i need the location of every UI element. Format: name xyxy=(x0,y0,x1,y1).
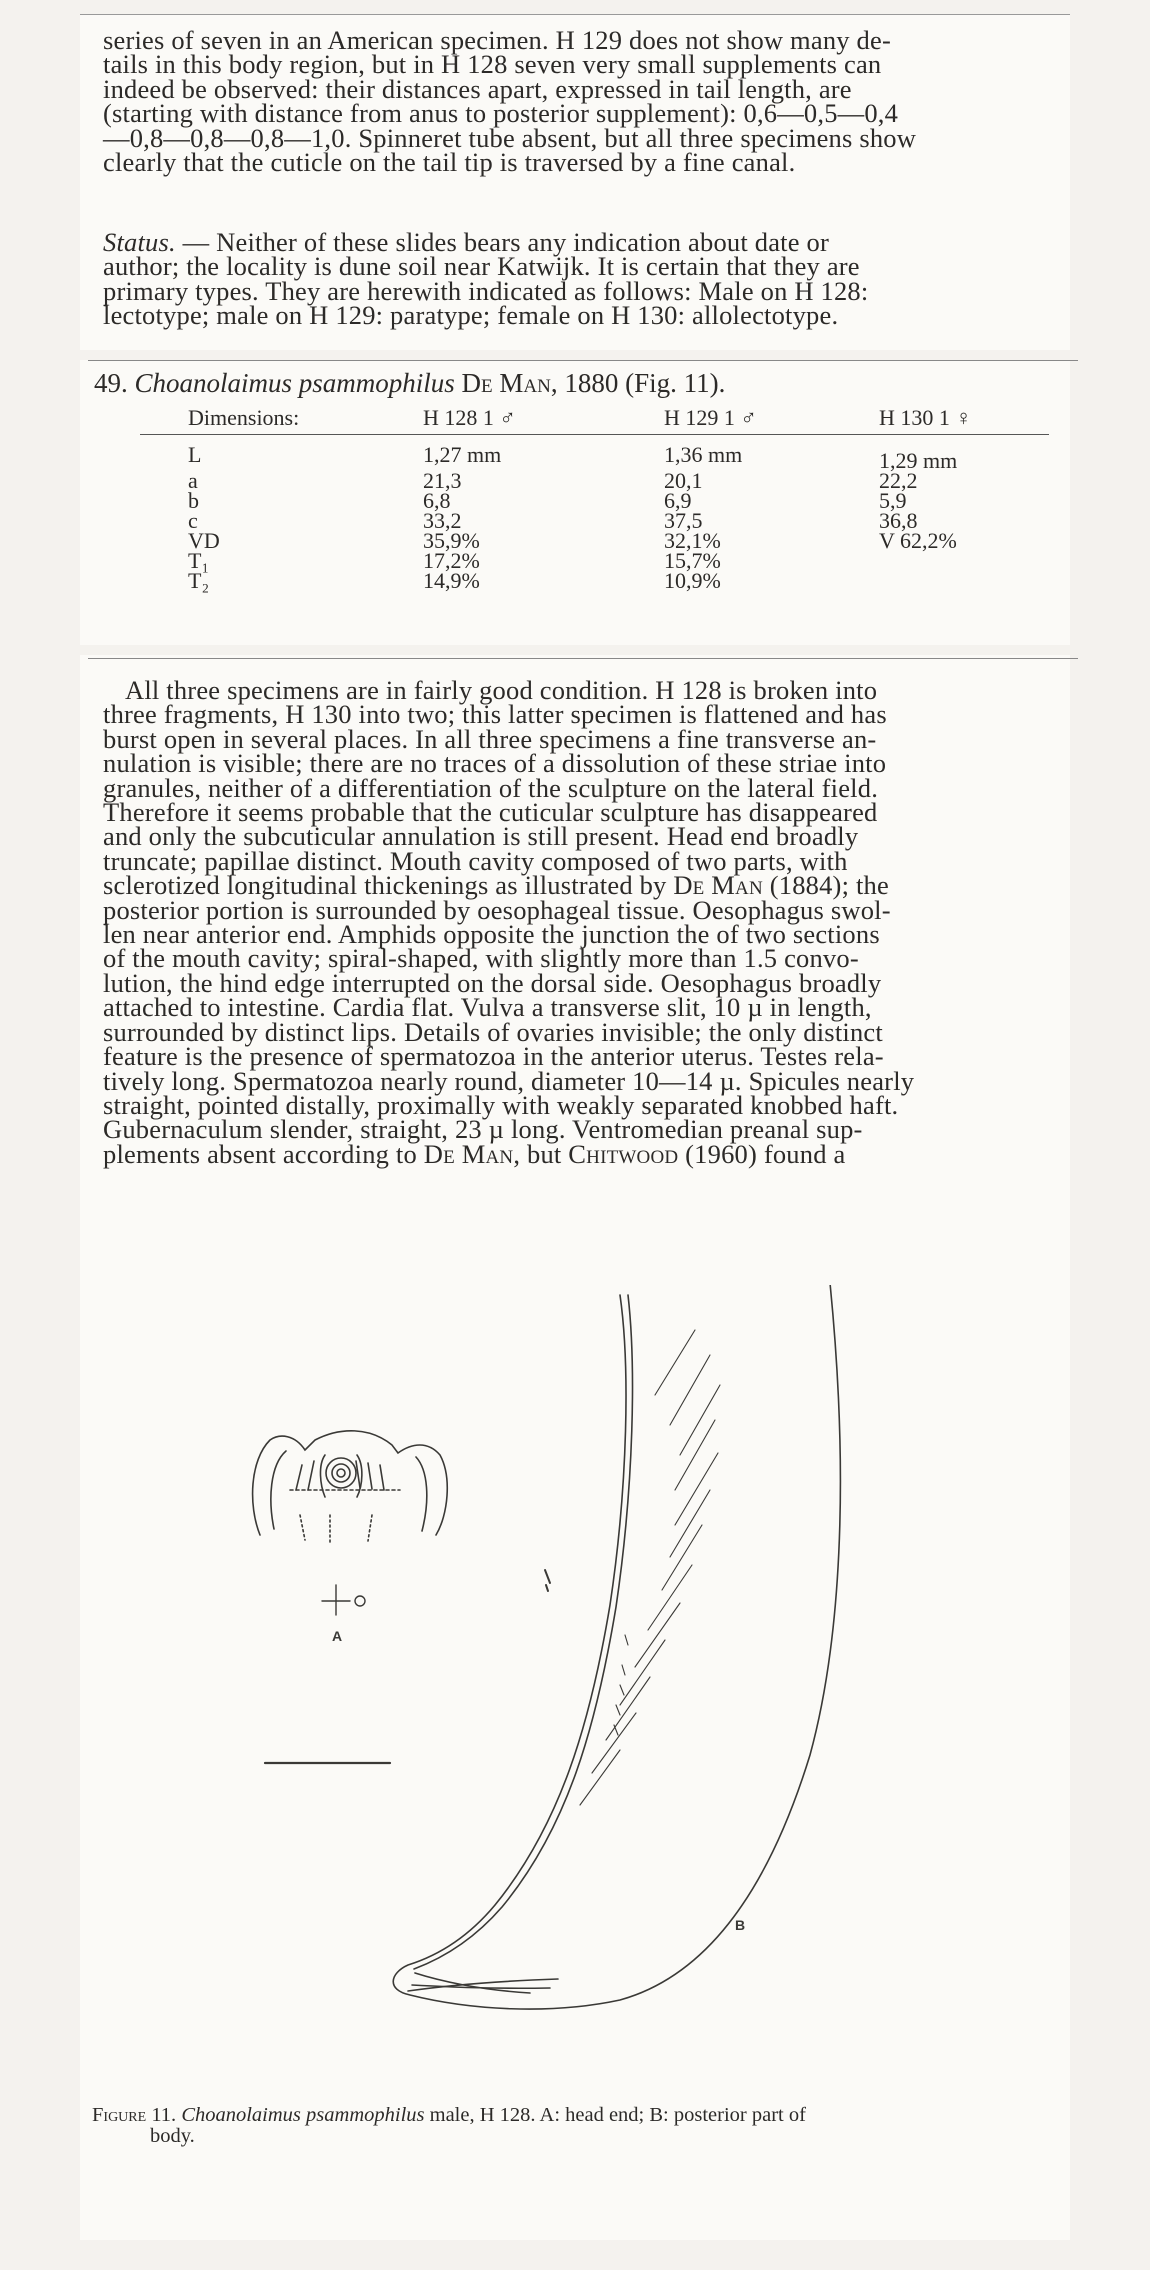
table-row xyxy=(140,571,1049,591)
text-fragment: — Neither of these slides bears any indication about date or xyxy=(175,227,829,257)
species-author: De Man xyxy=(461,368,551,398)
text-line: attached to intestine. Cardia flat. Vulva a transverse slit, 10 µ in length, xyxy=(103,992,872,1023)
table-cell: 36,8 xyxy=(879,508,918,533)
species-name: Choanolaimus psammophilus xyxy=(134,368,455,398)
table-cell: 1,36 mm xyxy=(664,442,743,467)
table-cell: V 62,2% xyxy=(879,528,957,553)
text-line: nulation is visible; there are no traces of a dissolution of these striae into xyxy=(103,748,887,779)
text-line: tails in this body region, but in H 128 seven very small supplements can xyxy=(103,49,882,80)
table-cell xyxy=(849,551,1049,571)
table-cell: L xyxy=(188,442,202,467)
text-line: plements absent according to De Man, but Chitwood (1960) found a xyxy=(103,1138,846,1169)
text-line: indeed be observed: their distances apart, expressed in tail length, are xyxy=(103,73,852,104)
table-cell: 1,29 mm xyxy=(879,448,958,473)
table-header-cell: H 128 1 ♂ xyxy=(333,408,608,435)
table-header-cell: H 129 1 ♂ xyxy=(608,408,849,435)
caption-text: male, H 128. A: head end; B: posterior part of xyxy=(424,2104,806,2126)
head-end-drawing xyxy=(253,1431,448,1615)
table-cell: 6,9 xyxy=(664,488,692,513)
text-line: burst open in several places. In all three specimens a fine transverse an- xyxy=(103,723,877,754)
table-cell: b xyxy=(188,488,199,513)
table-cell: 5,9 xyxy=(879,488,907,513)
text-line: Therefore it seems probable that the cuticular sculpture has disappeared xyxy=(103,797,878,828)
text-line: sclerotized longitudinal thickenings as illustrated by De Man (1884); the xyxy=(103,870,889,901)
table-cell: T₂ xyxy=(188,568,210,593)
table-cell: 14,9% xyxy=(423,568,480,593)
text-line: straight, pointed distally, proximally with weakly separated knobbed haft. xyxy=(103,1089,899,1120)
paragraph-main xyxy=(103,675,1043,1169)
text-line: —0,8—0,8—0,8—1,0. Spinneret tube absent, but all three specimens show xyxy=(103,122,917,153)
table-cell xyxy=(849,571,1049,591)
table-row xyxy=(140,551,1049,571)
text-line: author; the locality is dune soil near Katwijk. It is certain that they are xyxy=(103,251,860,282)
table-cell: 21,3 xyxy=(423,468,462,493)
text-line: feature is the presence of spermatozoa in the anterior uterus. Testes rela- xyxy=(103,1041,884,1072)
table-cell: 20,1 xyxy=(664,468,703,493)
paragraph-top xyxy=(103,25,1043,178)
text-line: (starting with distance from anus to posterior supplement): 0,6—0,5—0,4 xyxy=(103,98,899,129)
caption-text-2: body. xyxy=(150,2125,195,2147)
table-cell: T₁ xyxy=(188,548,210,573)
text-line: and only the subcuticular annulation is still present. Head end broadly xyxy=(103,821,859,852)
table-header-cell: H 130 1 ♀ xyxy=(849,408,1049,435)
table-cell: 1,27 mm xyxy=(423,442,502,467)
text-line: All three specimens are in fairly good condition. H 128 is broken into xyxy=(125,675,878,705)
text-line: primary types. They are herewith indicated as follows: Male on H 128: xyxy=(103,275,869,306)
table-cell: 10,9% xyxy=(664,568,721,593)
table-row xyxy=(140,531,1049,551)
table-cell: a xyxy=(188,468,198,493)
text-line: truncate; papillae distinct. Mouth cavity composed of two parts, with xyxy=(103,845,848,876)
figure-label-b: B xyxy=(735,1917,746,1933)
species-year: , 1880 (Fig. 11). xyxy=(550,368,726,398)
status-label: Status. xyxy=(103,227,176,257)
table-cell: 37,5 xyxy=(664,508,703,533)
text-line: lution, the hind edge interrupted on the dorsal side. Oesophagus broadly xyxy=(103,967,882,998)
text-line: len near anterior end. Amphids opposite the junction the of two sections xyxy=(103,919,880,950)
table-cell: VD xyxy=(188,528,220,553)
table-cell: 33,2 xyxy=(423,508,462,533)
table-row xyxy=(140,471,1049,491)
text-line: of the mouth cavity; spiral-shaped, with slightly more than 1.5 convo- xyxy=(103,943,859,974)
text-line: three fragments, H 130 into two; this latter specimen is flattened and has xyxy=(103,699,887,730)
table-cell: 32,1% xyxy=(664,528,721,553)
text-line: Gubernaculum slender, straight, 23 µ long. Ventromedian preanal sup- xyxy=(103,1114,863,1145)
posterior-body-drawing xyxy=(393,1285,840,2009)
table-header-cell: Dimensions: xyxy=(140,408,333,435)
caption-species: Choanolaimus psammophilus xyxy=(181,2104,425,2126)
text-line: surrounded by distinct lips. Details of ovaries invisible; the only distinct xyxy=(103,1016,883,1047)
text-line: clearly that the cuticle on the tail tip is traversed by a fine canal. xyxy=(103,147,796,178)
top-rule xyxy=(80,14,1070,15)
dimensions-table xyxy=(140,405,1049,593)
text-line: series of seven in an American specimen. H 129 does not show many de- xyxy=(103,25,891,55)
text-line: granules, neither of a differentiation of the sculpture on the lateral field. xyxy=(103,772,879,803)
figure-caption xyxy=(92,2105,1042,2147)
text-line: tively long. Spermatozoa nearly round, diameter 10—14 µ. Spicules nearly xyxy=(103,1065,915,1096)
text-line: posterior portion is surrounded by oesophageal tissue. Oesophagus swol- xyxy=(103,894,891,925)
table-header-row xyxy=(140,408,1049,435)
table-cell: 17,2% xyxy=(423,548,480,573)
table-cell: c xyxy=(188,508,198,533)
table-cell: 35,9% xyxy=(423,528,480,553)
section-rule xyxy=(88,658,1078,659)
text-line: lectotype; male on H 129: paratype; female on H 130: allolectotype. xyxy=(103,300,839,331)
table-cell: 22,2 xyxy=(879,468,918,493)
species-number: 49. xyxy=(94,368,128,398)
figure-label-a: A xyxy=(332,1628,343,1644)
table-cell: 6,8 xyxy=(423,488,451,513)
section-rule xyxy=(88,360,1078,361)
figure-11-drawing xyxy=(150,1285,1050,2085)
table-cell: 15,7% xyxy=(664,548,721,573)
status-paragraph xyxy=(103,227,1043,331)
species-heading xyxy=(94,368,725,399)
caption-number: 11. xyxy=(151,2104,177,2126)
caption-label: Figure xyxy=(92,2104,147,2126)
